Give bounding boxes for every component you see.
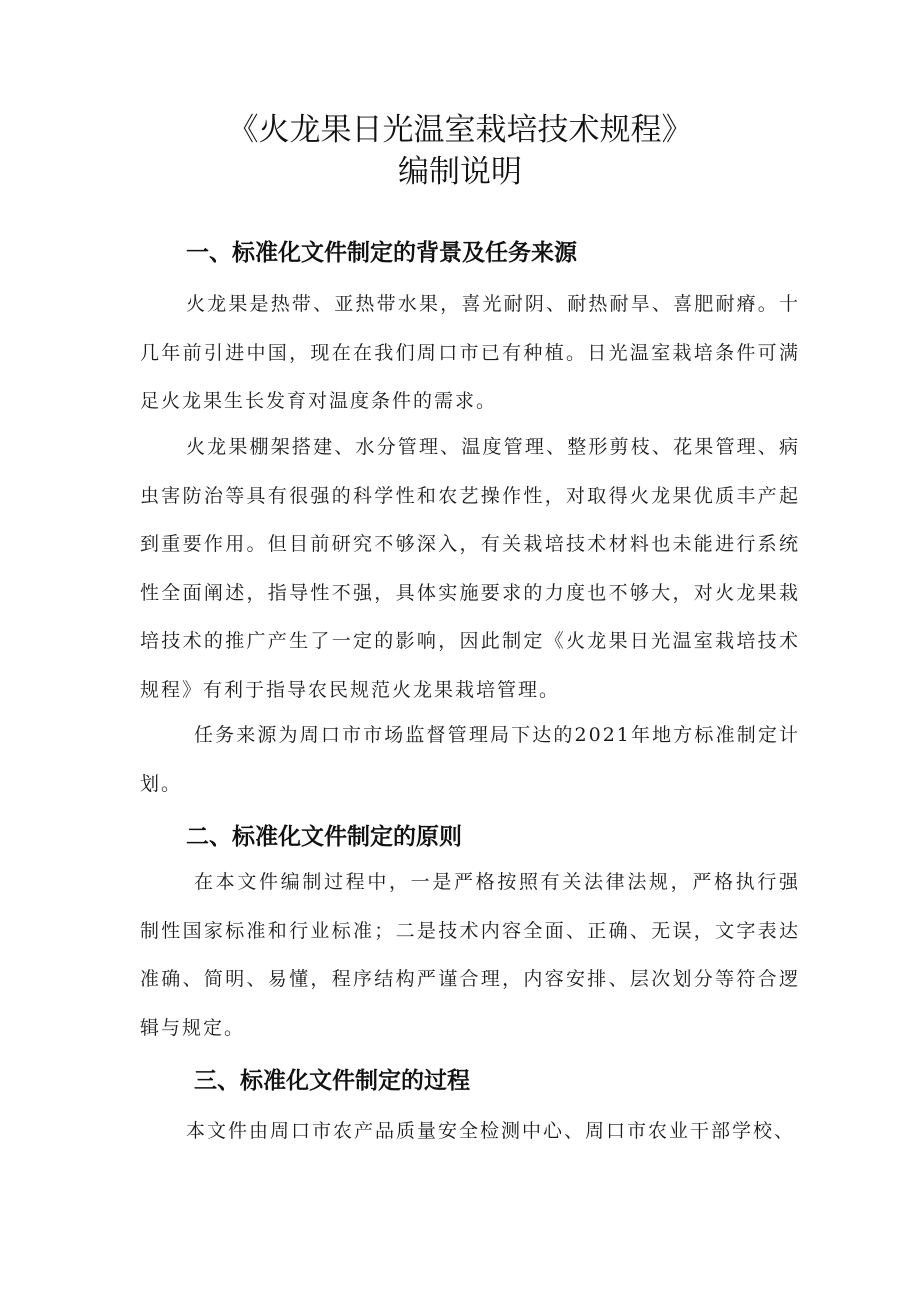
document-subtitle: 编制说明 — [398, 154, 522, 190]
section-heading-process: 三、标准化文件制定的过程 — [194, 1068, 470, 1094]
paragraph-process: 本文件由周口市农产品质量安全检测中心、周口市农业干部学校、 — [186, 1120, 796, 1142]
section-heading-background: 一、标准化文件制定的背景及任务来源 — [186, 240, 577, 266]
paragraph-principles: 在本文件编制过程中，一是严格按照有关法律法规，严格执行强制性国家标准和行业标准；二是技术内容全面、正确、无误，文字表达准确、简明、易懂，程序结构严谨合理，内容安排、层次划分等符合逻辑与规定。 — [140, 871, 800, 1039]
paragraph-task-source: 任务来源为周口市市场监督管理局下达的2021年地方标准制定计划。 — [140, 724, 800, 795]
paragraph-fruit-intro: 火龙果是热带、亚热带水果，喜光耐阴、耐热耐旱、喜肥耐瘠。十几年前引进中国，现在在我们周口市已有种植。日光温室栽培条件可满足火龙果生长发育对温度条件的需求。 — [140, 293, 800, 413]
document-title: 《火龙果日光温室栽培技术规程》 — [227, 112, 693, 148]
section-heading-principles: 二、标准化文件制定的原则 — [186, 824, 462, 850]
paragraph-cultivation-importance: 火龙果棚架搭建、水分管理、温度管理、整形剪枝、花果管理、病虫害防治等具有很强的科学性和农艺操作性，对取得火龙果优质丰产起到重要作用。但目前研究不够深入，有关栽培技术材料也未能进行系统性全面阐述，指导性不强，具体实施要求的力度也不够大，对火龙果栽培技术的推广产生了一定的影响，因此制定《火龙果日光温室栽培技术规程》有利于指导农民规范火龙果栽培管理。 — [140, 436, 800, 701]
